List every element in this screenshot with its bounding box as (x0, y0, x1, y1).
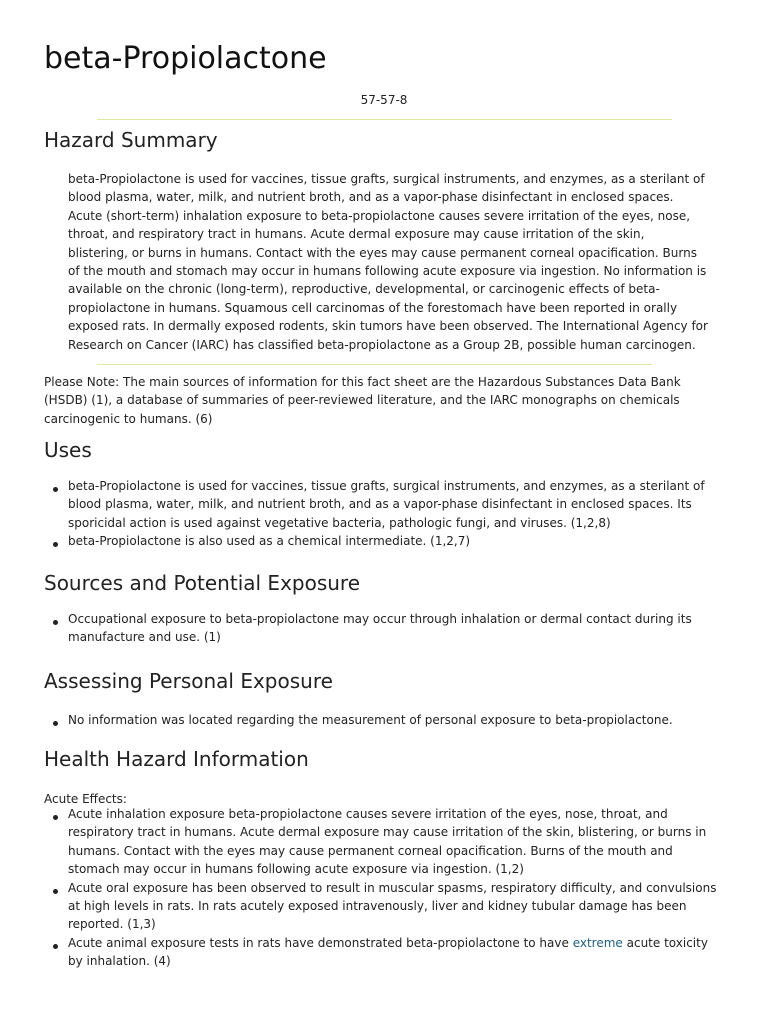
health-list (68, 805, 718, 971)
health-heading: Health Hazard Information (44, 747, 309, 771)
divider (97, 119, 672, 120)
uses-list (68, 477, 718, 551)
sources-list (68, 610, 718, 647)
sources-note: Please Note: The main sources of information for this fact sheet are the Hazardous Substances Data Bank (HSDB) (1), a database of summaries of peer-reviewed literature, and the IARC monographs on chemicals carcinogenic to humans. (6) (44, 375, 681, 426)
assessing-list (68, 711, 718, 729)
hazard-summary-text: beta-Propiolactone is used for vaccines, tissue grafts, surgical instruments, and enzymes, as a sterilant of blood plasma, water, milk, and nutrient broth, and as a vapor-phase disinfectant in enclosed spaces. Acute (short-term) inhalation exposure to beta-propiolactone causes severe irritation of the eyes, nose, throat, and respiratory tract in humans. Acute dermal exposure may cause irritation of the skin, blistering, or burns in humans. Contact with the eyes may cause permanent corneal opacification. Burns of the mouth and stomach may occur in humans following acute exposure via ingestion. No information is available on the chronic (long-term), reproductive, developmental, or carcinogenic effects of beta-propiolactone in humans. Squamous cell carcinomas of the forestomach have been reported in orally exposed rats. In dermally exposed rodents, skin tumors have been observed. The International Agency for Research on Cancer (IARC) has classified beta-propiolactone as a Group 2B, possible human carcinogen. (68, 172, 708, 352)
divider (97, 364, 652, 365)
sources-heading: Sources and Potential Exposure (44, 571, 361, 595)
list-item-text: acute toxicity by inhalation. (4) (68, 935, 708, 969)
list-item (68, 934, 718, 971)
extreme-link[interactable]: extreme (572, 935, 623, 950)
hazard-summary-heading: Hazard Summary (44, 128, 218, 152)
list-item-text: Acute animal exposure tests in rats have demonstrated beta-propiolactone to have (68, 935, 573, 950)
list-item: beta-Propiolactone is used for vaccines, tissue grafts, surgical instruments, and enzymes, as a sterilant of blood plasma, water, milk, and nutrient broth, and as a vapor-phase disinfectant in enclosed spaces. Its sporicidal action is used against vegetative bacteria, pathologic fungi, and viruses. (1,2,8) (68, 477, 718, 532)
list-item: beta-Propiolactone is also used as a chemical intermediate. (1,2,7) (68, 532, 718, 550)
assessing-heading: Assessing Personal Exposure (44, 669, 333, 693)
uses-heading: Uses (44, 438, 92, 462)
acute-effects-label: Acute Effects: (44, 792, 127, 806)
list-item: Acute oral exposure has been observed to result in muscular spasms, respiratory difficulty, and convulsions at high levels in rats. In rats acutely exposed intravenously, liver and kidney tubular damage has been reported. (1,3) (68, 879, 718, 934)
page-title: beta-Propiolactone (44, 41, 327, 76)
list-item: No information was located regarding the measurement of personal exposure to beta-propiolactone. (68, 711, 718, 729)
list-item: Occupational exposure to beta-propiolactone may occur through inhalation or dermal contact during its manufacture and use. (1) (68, 610, 718, 647)
cas-number: 57-57-8 (360, 93, 408, 107)
list-item: Acute inhalation exposure beta-propiolactone causes severe irritation of the eyes, nose, throat, and respiratory tract in humans. Acute dermal exposure may cause irritation of the skin, blistering, or burns in humans. Contact with the eyes may cause permanent corneal opacification. Burns of the mouth and stomach may occur in humans following acute exposure via ingestion. (1,2) (68, 805, 718, 879)
